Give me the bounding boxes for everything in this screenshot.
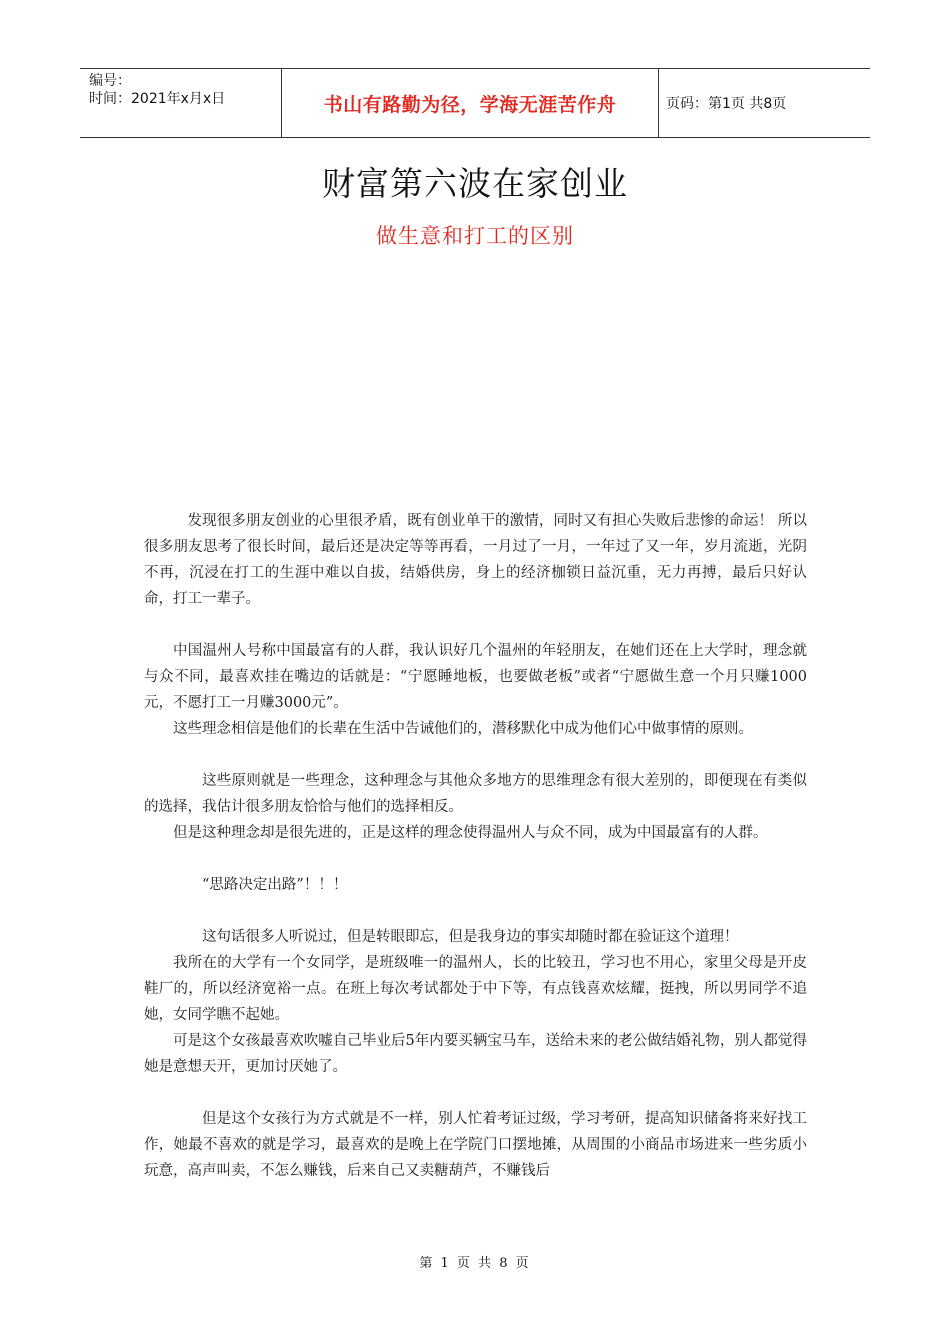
paragraph: “思路决定出路”！！！ <box>202 877 348 893</box>
document-title: 财富第六波在家创业 <box>322 164 628 203</box>
motto: 书山有路勤为径，学海无涯苦作舟 <box>323 93 617 116</box>
page-header <box>80 68 870 138</box>
header-page-cell <box>659 69 870 137</box>
document-body <box>144 508 807 1184</box>
paragraph: 我所在的大学有一个女同学，是班级唯一的温州人，长的比较丑，学习也不用心，家里父母是开皮鞋厂的，所以经济宽裕一点。在班上每次考试都处于中下等，有点钱喜欢炫耀，挺拽，所以男同学不追她，女同学瞧不起她。 <box>144 955 807 1023</box>
header-meta <box>80 69 281 137</box>
paragraph: 但是这种理念却是很先进的，正是这样的理念使得温州人与众不同，成为中国最富有的人群。 <box>173 825 768 841</box>
page-footer: 第 1 页 共 8 页 <box>419 1256 531 1271</box>
paragraph: 这些原则就是一些理念，这种理念与其他众多地方的思维理念有很大差别的，即便现在有类似的选择，我估计很多朋友恰恰与他们的选择相反。 <box>144 773 807 815</box>
paragraph: 中国温州人号称中国最富有的人群，我认识好几个温州的年轻朋友，在她们还在上大学时，理念就与众不同，最喜欢挂在嘴边的话就是：“宁愿睡地板，也要做老板”或者“宁愿做生意一个月只赚1000元，不愿打工一月赚3000元”。 <box>144 643 807 711</box>
header-motto-cell <box>281 69 659 137</box>
paragraph: 但是这个女孩行为方式就是不一样，别人忙着考证过级，学习考研，提高知识储备将来好找工作，她最不喜欢的就是学习，最喜欢的是晚上在学院门口摆地摊，从周围的小商品市场进来一些劣质小玩意，高声叫卖，不怎么赚钱，后来自己又卖糖葫芦，不赚钱后 <box>144 1111 807 1179</box>
paragraph: 这句话很多人听说过，但是转眼即忘，但是我身边的事实却随时都在验证这个道理！ <box>202 929 739 945</box>
number-label: 编号： <box>89 73 131 89</box>
page-label: 页码：第1页 共8页 <box>666 96 787 112</box>
document-subtitle: 做生意和打工的区别 <box>376 224 574 248</box>
time-label: 时间：2021年x月x日 <box>89 91 226 107</box>
paragraph: 可是这个女孩最喜欢吹嘘自己毕业后5年内要买辆宝马车，送给未来的老公做结婚礼物，别人都觉得她是意想天开，更加讨厌她了。 <box>144 1033 807 1075</box>
paragraph: 这些理念相信是他们的长辈在生活中告诫他们的，潜移默化中成为他们心中做事情的原则。 <box>173 721 753 737</box>
paragraph: 发现很多朋友创业的心里很矛盾，既有创业单干的激情，同时又有担心失败后悲惨的命运！ 所以很多朋友思考了很长时间，最后还是决定等等再看，一月过了一月，一年过了又一年，岁月流逝，光阴不再，沉浸在打工的生涯中难以自拔，结婚供房，身上的经济枷锁日益沉重，无力再搏，最后只好认命，打工一辈子。 <box>144 513 807 607</box>
